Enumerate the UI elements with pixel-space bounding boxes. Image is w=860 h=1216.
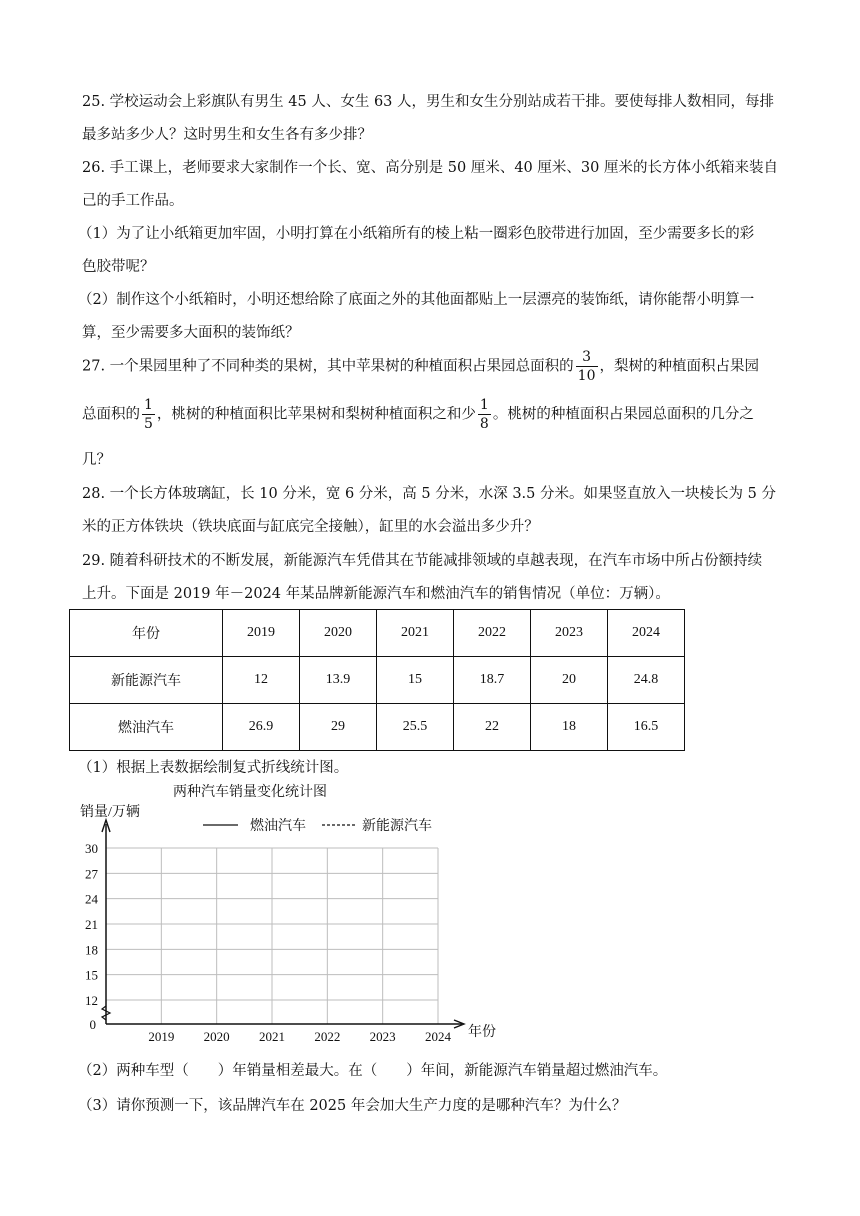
q28-line-2: 米的正方体铁块（铁块底面与缸底完全接触），缸里的水会溢出多少升？	[82, 519, 539, 535]
q26-line-2: 己的手工作品。	[82, 193, 184, 209]
y-tick-label: 27	[85, 866, 98, 882]
table-cell: 20	[531, 657, 608, 704]
q29-part1: （1）根据上表数据绘制复式折线统计图。	[78, 760, 349, 776]
table-header-year: 2022	[454, 610, 531, 657]
q27-text-2b: ，桃树的种植面积比苹果树和梨树种植面积之和少	[156, 406, 476, 423]
table-header-year: 2019	[223, 610, 300, 657]
y-tick-label: 0	[89, 1017, 96, 1032]
x-tick-label: 2020	[203, 1029, 230, 1044]
q28-line-1: 28. 一个长方体玻璃缸，长 10 分米，宽 6 分米，高 5 分米，水深 3.5 分米。如果竖直放入一块棱长为 5 分	[82, 486, 776, 502]
table-row-label: 燃油汽车	[70, 704, 223, 751]
q27-line-1	[82, 350, 759, 383]
table-row	[70, 657, 685, 704]
chart-grid	[106, 848, 438, 1024]
chart-ticks	[85, 841, 452, 1044]
sales-table	[69, 609, 685, 751]
q29-part2: （2）两种车型（ ）年销量相差最大。在（ ）年间，新能源汽车销量超过燃油汽车。	[78, 1063, 668, 1079]
q27-line-3: 几？	[82, 452, 111, 468]
table-header-year: 2021	[377, 610, 454, 657]
y-tick-label: 21	[85, 917, 98, 932]
table-cell: 24.8	[608, 657, 685, 704]
x-tick-label: 2022	[314, 1029, 341, 1044]
table-cell: 15	[377, 657, 454, 704]
q26-part2-line-1: （2）制作这个小纸箱时，小明还想给除了底面之外的其他面都贴上一层漂亮的装饰纸，请你能帮小明算一	[78, 292, 755, 308]
q29-line-2: 上升。下面是 2019 年－2024 年某品牌新能源汽车和燃油汽车的销售情况（单位：万辆）。	[82, 586, 670, 602]
q27-text-1b: ，梨树的种植面积占果园	[599, 358, 759, 375]
x-tick-label: 2024	[425, 1029, 451, 1044]
x-axis-label: 年份	[468, 1025, 496, 1040]
chart-title: 两种汽车销量变化统计图	[173, 785, 327, 800]
table-row	[70, 704, 685, 751]
y-tick-label: 15	[85, 967, 98, 983]
table-row-label: 新能源汽车	[70, 657, 223, 704]
table-cell: 18	[531, 704, 608, 751]
q26-part2-line-2: 算，至少需要多大面积的装饰纸？	[82, 325, 300, 341]
line-chart	[70, 780, 510, 1050]
q26-part1-line-1: （1）为了让小纸箱更加牢固，小明打算在小纸箱所有的棱上粘一圈彩色胶带进行加固，至少需要多长的彩	[78, 226, 755, 242]
q27-line-2	[82, 398, 754, 431]
q26-line-1: 26. 手工课上，老师要求大家制作一个长、宽、高分别是 50 厘米、40 厘米、30 厘米的长方体小纸箱来装自	[82, 160, 778, 176]
q27-text-2a: 总面积的	[82, 406, 140, 423]
fraction-1-5: $\frac{1}{5}$	[144, 397, 153, 432]
table-cell: 25.5	[377, 704, 454, 751]
table-row	[70, 610, 685, 657]
q25-line-2: 最多站多少人？这时男生和女生各有多少排？	[82, 127, 372, 143]
table-header-label: 年份	[70, 610, 223, 657]
y-tick-label: 12	[85, 993, 98, 1008]
table-cell: 18.7	[454, 657, 531, 704]
table-cell: 16.5	[608, 704, 685, 751]
q29-line-1: 29. 随着科研技术的不断发展，新能源汽车凭借其在节能减排领域的卓越表现，在汽车市场中所占份额持续	[82, 553, 763, 569]
table-header-year: 2023	[531, 610, 608, 657]
y-tick-label: 30	[85, 841, 98, 856]
fraction-3-10: $\frac{3}{10}$	[577, 349, 596, 384]
q29-part3: （3）请你预测一下，该品牌汽车在 2025 年会加大生产力度的是哪种汽车？为什么？	[78, 1098, 627, 1114]
table-cell: 12	[223, 657, 300, 704]
q25-line-1: 25. 学校运动会上彩旗队有男生 45 人、女生 63 人，男生和女生分别站成若干排。要使每排人数相同，每排	[82, 94, 775, 110]
x-tick-label: 2021	[259, 1029, 285, 1044]
table-cell: 22	[454, 704, 531, 751]
legend-label-fuel: 燃油汽车	[250, 819, 306, 834]
fraction-1-8: $\frac{1}{8}$	[479, 397, 489, 432]
y-tick-label: 24	[85, 891, 98, 907]
table-cell: 26.9	[223, 704, 300, 751]
legend-label-new-energy: 新能源汽车	[362, 819, 432, 834]
table-header-year: 2020	[300, 610, 377, 657]
table-header-year: 2024	[608, 610, 685, 657]
x-tick-label: 2019	[148, 1029, 175, 1044]
table-cell: 13.9	[300, 657, 377, 704]
y-tick-label: 18	[85, 942, 98, 958]
q27-text-1a: 27. 一个果园里种了不同种类的果树，其中苹果树的种植面积占果园总面积的	[82, 358, 574, 375]
table-cell: 29	[300, 704, 377, 751]
x-tick-label: 2023	[369, 1029, 396, 1044]
y-axis-label: 销量/万辆	[80, 805, 140, 820]
q26-part1-line-2: 色胶带呢？	[82, 259, 155, 275]
q27-text-2c: 。桃树的种植面积占果园总面积的几分之	[492, 406, 754, 423]
